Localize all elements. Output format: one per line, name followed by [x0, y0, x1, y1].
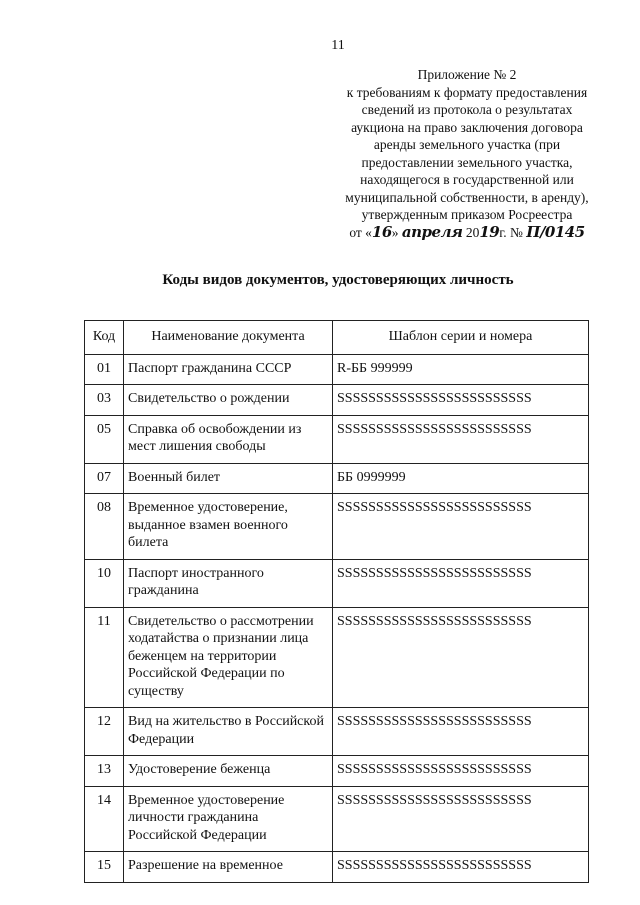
appendix-line: сведений из протокола о результатах [361, 102, 573, 117]
cell-code: 10 [85, 559, 124, 607]
document-codes-table [84, 320, 589, 883]
cell-name: Военный билет [124, 463, 333, 494]
page-number: 11 [331, 38, 345, 53]
cell-template: SSSSSSSSSSSSSSSSSSSSSSSSS [333, 786, 589, 852]
cell-template: SSSSSSSSSSSSSSSSSSSSSSSSS [333, 756, 589, 787]
cell-template: ББ 0999999 [333, 463, 589, 494]
appendix-line: к требованиям к формату предоставления [346, 84, 588, 100]
table-row [85, 494, 589, 560]
cell-template: SSSSSSSSSSSSSSSSSSSSSSSSS [333, 559, 589, 607]
year-prefix: 20 [465, 224, 480, 240]
cell-code: 12 [85, 708, 124, 756]
table-row [85, 559, 589, 607]
table-row [85, 607, 589, 708]
appendix-line: аренды земельного участка (при [373, 137, 561, 152]
date-prefix: от « [349, 224, 372, 240]
handwritten-order-number: П/0145 [526, 222, 585, 241]
cell-code: 14 [85, 786, 124, 852]
cell-code: 08 [85, 494, 124, 560]
cell-code: 11 [85, 607, 124, 708]
cell-code: 15 [85, 852, 124, 883]
cell-name: Свидетельство о рассмотрении ходатайства о признании лица беженцем на территории Российской Федерации по существу [124, 607, 333, 708]
appendix-line: предоставлении земельного участка, [361, 154, 573, 170]
cell-name: Вид на жительство в Российской Федерации [124, 708, 333, 756]
cell-name: Справка об освобождении из мест лишения свободы [124, 415, 333, 463]
cell-name: Разрешение на временное [124, 852, 333, 883]
cell-name: Свидетельство о рождении [124, 385, 333, 416]
table-row [85, 463, 589, 494]
appendix-line: аукциона на право заключения договора [351, 119, 583, 135]
cell-code: 01 [85, 354, 124, 385]
handwritten-day: 16 [371, 222, 392, 241]
cell-template: SSSSSSSSSSSSSSSSSSSSSSSSS [333, 607, 589, 708]
cell-template: SSSSSSSSSSSSSSSSSSSSSSSSS [333, 494, 589, 560]
order-date-line [322, 224, 612, 242]
cell-template: SSSSSSSSSSSSSSSSSSSSSSSSS [333, 415, 589, 463]
header-template: Шаблон серии и номера [333, 321, 589, 355]
cell-code: 07 [85, 463, 124, 494]
cell-code: 05 [85, 415, 124, 463]
table-row [85, 385, 589, 416]
table-row [85, 415, 589, 463]
handwritten-year: 19 [479, 222, 500, 241]
number-label: г. № [499, 224, 523, 240]
cell-code: 13 [85, 756, 124, 787]
cell-template: SSSSSSSSSSSSSSSSSSSSSSSSS [333, 852, 589, 883]
table-row [85, 708, 589, 756]
cell-name: Временное удостоверение, выданное взамен военного билета [124, 494, 333, 560]
table-row [85, 354, 589, 385]
appendix-line: Приложение № 2 [417, 67, 517, 82]
appendix-line: утвержденным приказом Росреестра [361, 207, 573, 222]
document-title: Коды видов документов, удостоверяющих личность [162, 272, 514, 288]
table-row [85, 786, 589, 852]
table-row [85, 756, 589, 787]
cell-template: R-ББ 999999 [333, 354, 589, 385]
handwritten-month: апреля [401, 222, 463, 241]
table-header-row [85, 321, 589, 355]
header-name: Наименование документа [124, 321, 333, 355]
cell-name: Паспорт иностранного гражданина [124, 559, 333, 607]
cell-name: Временное удостоверение личности гражданина Российской Федерации [124, 786, 333, 852]
date-mid: » [391, 224, 399, 240]
cell-code: 03 [85, 385, 124, 416]
cell-template: SSSSSSSSSSSSSSSSSSSSSSSSS [333, 385, 589, 416]
cell-template: SSSSSSSSSSSSSSSSSSSSSSSSS [333, 708, 589, 756]
table-row [85, 852, 589, 883]
cell-name: Удостоверение беженца [124, 756, 333, 787]
header-code: Код [85, 321, 124, 355]
cell-name: Паспорт гражданина СССР [124, 354, 333, 385]
appendix-line: находящегося в государственной или [360, 172, 574, 187]
appendix-header [322, 66, 612, 241]
appendix-line: муниципальной собственности, в аренду), [345, 189, 589, 205]
